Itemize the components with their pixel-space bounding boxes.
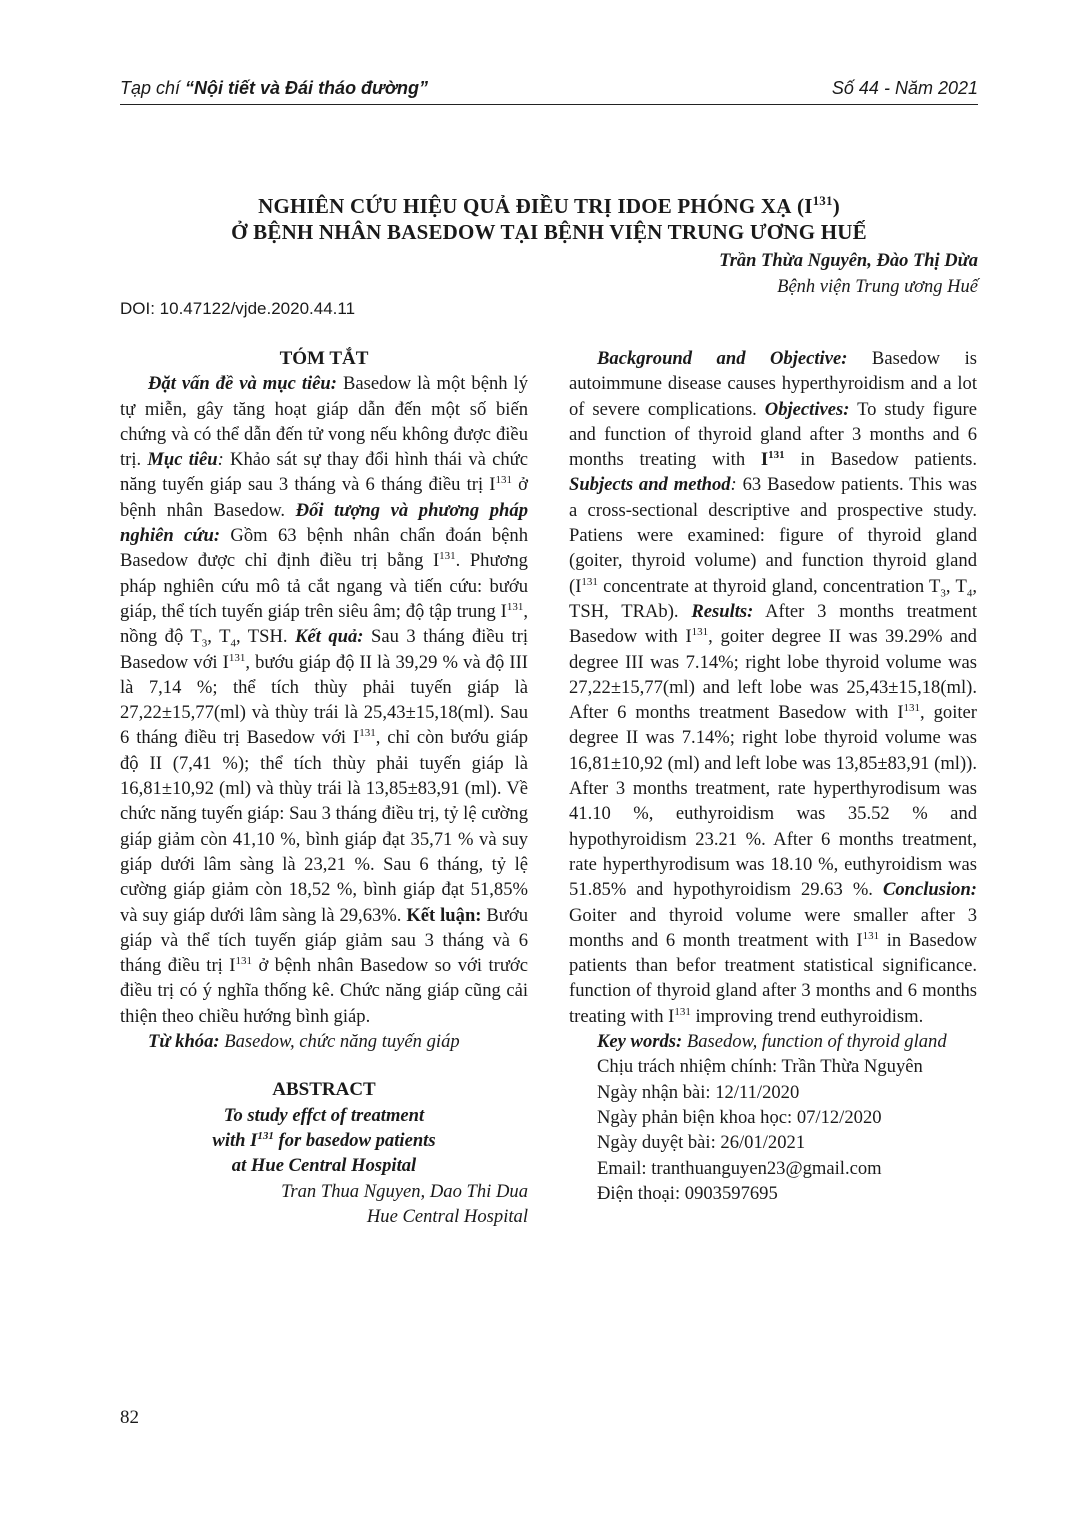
article-title: NGHIÊN CỨU HIỆU QUẢ ĐIỀU TRỊ IDOE PHÓNG XẠ $(I^{131})$ Ở BỆNH NHÂN BASEDOW TẠI BỆNH VIỆN TRUNG ƯƠNG HUẾ <box>231 193 867 244</box>
doi: DOI: 10.47122/vjde.2020.44.11 <box>120 299 356 318</box>
abstract-keywords: Key words: Basedow, function of thyroid gland <box>597 1031 947 1053</box>
accepted-date: Ngày duyệt bài: 26/01/2021 <box>597 1132 806 1154</box>
page-number: 82 <box>120 1407 139 1428</box>
article-meta <box>569 1054 977 1206</box>
email: Email: tranthuanguyen23@gmail.com <box>597 1157 882 1179</box>
left-column <box>120 346 528 1229</box>
right-column <box>569 346 977 1206</box>
responsible-author: Chịu trách nhiệm chính: Trần Thừa Nguyên <box>597 1056 923 1078</box>
tomtat-body: Đặt vấn đề và mục tiêu: Basedow là một bệnh lý tự miễn, gây tăng hoạt giáp dẫn đến một số biến chứng và có thể dẫn đến tử vong nếu không được điều trị. Mục tiêu: Khảo sát sự thay đổi hình thái và chức năng tuyến giáp sau 3 tháng và 6 tháng điều trị $I^{131}$ ở bệnh nhân Basedow. Đối tượng và phương pháp nghiên cứu: Gồm 63 bệnh nhân chẩn đoán bệnh Basedow được chỉ định điều trị bằng $I^{131}$. Phương pháp nghiên cứu mô tả cắt ngang và tiến cứu: bướu giáp, thể tích tuyến giáp trên siêu âm; độ tập trung $I^{131}$, nồng độ $T_3$, $T_4$, TSH. Kết quả: Sau 3 tháng điều trị Basedow với $I^{131}$, bướu giáp độ II là 39,29 % và độ III là 7,14 %; thể tích thùy phải tuyến giáp là 27,22±15,77(ml) và thùy trái là 25,43±15,18(ml). Sau 6 tháng điều trị Basedow với $I^{131}$, chỉ còn bướu giáp độ II (7,41 %); thể tích thùy phải tuyến giáp là 16,81±10,92 (ml) và thùy trái là 13,85±83,91 (ml). Về chức năng tuyến giáp: Sau 3 tháng điều trị, tỷ lệ cường giáp giảm còn 41,10 %, bình giáp đạt 35,71 % và suy giáp dưới lâm sàng là 23,21 %. Sau 6 tháng, tỷ lệ cường giáp giảm còn 18,52 %, bình giáp đạt 51,85% và suy giáp dưới lâm sàng là 29,63%. Kết luận: Bướu giáp và thể tích tuyến giáp giảm sau 3 tháng và 6 tháng điều trị $I^{131}$ ở bệnh nhân Basedow so với trước điều trị có ý nghĩa thống kê. Chức năng giáp cũng cải thiện theo chiều hướng bình giáp. <box>120 373 529 1027</box>
issue-number: Số 44 - Năm 2021 <box>831 78 978 98</box>
author-block <box>719 248 978 300</box>
journal-title: Tạp chí “Nội tiết và Đái tháo đường” <box>120 78 428 98</box>
tomtat-heading: TÓM TẮT <box>279 348 369 369</box>
running-header <box>120 74 978 105</box>
tomtat-keywords: Từ khóa: Basedow, chức năng tuyến giáp <box>148 1031 460 1053</box>
review-date: Ngày phản biện khoa học: 07/12/2020 <box>597 1106 882 1128</box>
abstract-body: Background and Objective: Basedow is autoimmune disease causes hyperthyroidism and a lot of severe complications. Objectives: To study figure and function of thyroid gland after 3 months and 6 months treating with $I^{131}$ in Basedow patients. Subjects and method: 63 Basedow patients. This was a cross-sectional descriptive and prospective study. Patiens were examined: figure of thyroid gland (goiter, thyroid volume) and function thyroid gland ($I^{131}$ concentrate at thyroid gland, concentration $T_3$, $T_4$, TSH, TRAb). Results: After 3 months treatment Basedow with $I^{131}$, goiter degree II was 39.29% and degree III was 7.14%; right lobe thyroid volume was 27,22±15,77(ml) and left lobe was 25,43±15,18(ml). After 6 months treatment Basedow with $I^{131}$, goiter degree II was 7.14%; right lobe thyroid volume was 16,81±10,92 (ml) and left lobe was 13,85±83,91 (ml)). After 3 months treatment, rate hyperthyrodisum was 41.10 %, euthyroidism was 35.52 % and hypothyroidism 23.21 %. After 6 months treatment, rate hyperthyrodisum was 18.10 %, euthyroidism was 51.85% and hypothyroidism 29.63 %. Conclusion: Goiter and thyroid volume were smaller after 3 months and 6 month treatment with $I^{131}$ in Basedow patients than befor treatment statistical significance. function of thyroid gland after 3 months and 6 months treating with $I^{131}$ improving trend euthyroidism. <box>569 348 978 1027</box>
author-names: Trần Thừa Nguyên, Đào Thị Dừa <box>719 251 978 271</box>
abstract-authors: Tran Thua Nguyen, Dao Thi Dua Hue Central Hospital <box>281 1180 528 1227</box>
abstract-heading: ABSTRACT <box>272 1079 376 1101</box>
received-date: Ngày nhận bài: 12/11/2020 <box>597 1081 800 1103</box>
phone: Điện thoại: 0903597695 <box>597 1182 778 1204</box>
author-affiliation: Bệnh viện Trung ương Huế <box>777 277 978 297</box>
abstract-title: To study effct of treatment with $I^{131}$ for basedow patients at Hue Central Hospital <box>212 1104 436 1177</box>
